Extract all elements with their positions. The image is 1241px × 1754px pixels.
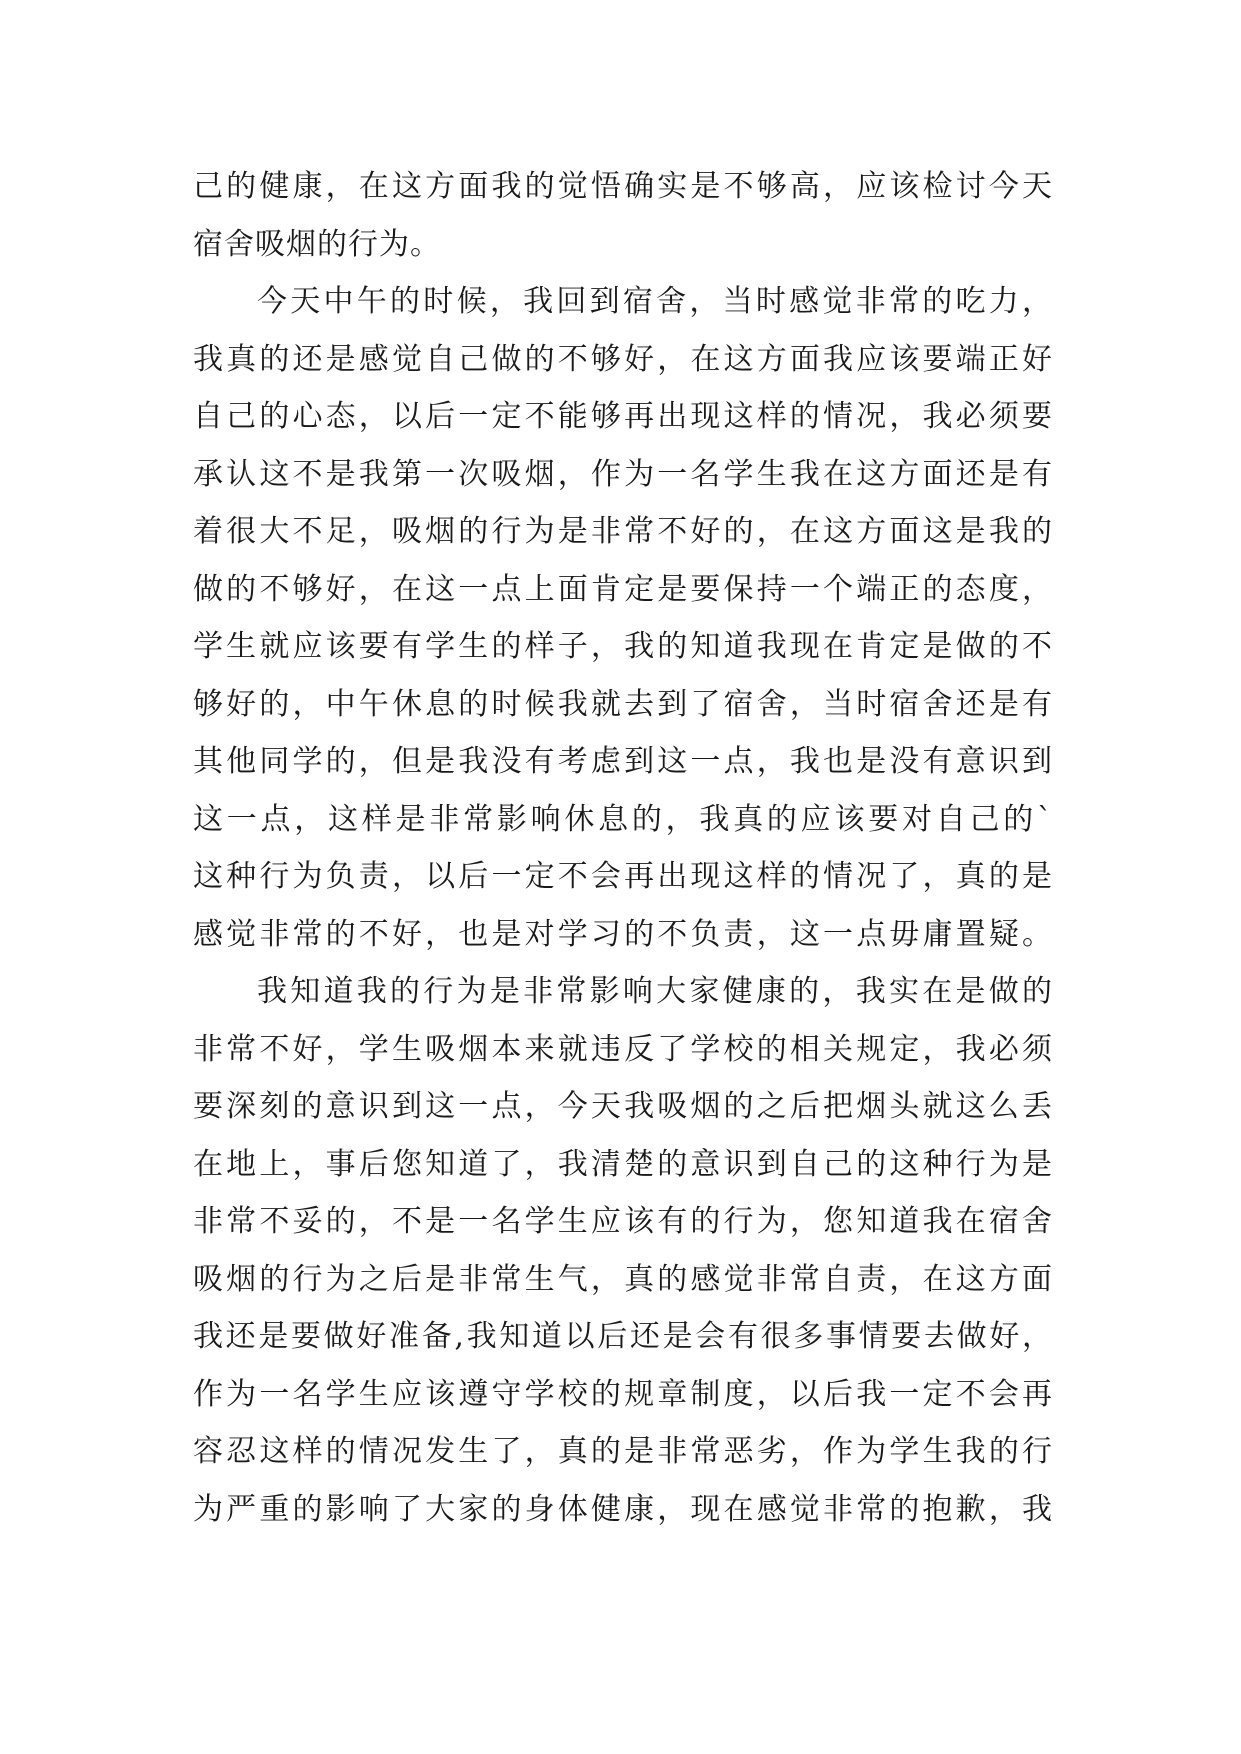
text-line: 这一点，这样是非常影响休息的，我真的应该要对自己的` xyxy=(193,801,1053,837)
text-line: 我真的还是感觉自己做的不够好，在这方面我应该要端正好 xyxy=(193,341,1053,377)
text-line: 其他同学的，但是我没有考虑到这一点，我也是没有意识到 xyxy=(193,744,1053,779)
text-line: 非常不好，学生吸烟本来就违反了学校的相关规定，我必须 xyxy=(193,1031,1053,1067)
text-line: 容忍这样的情况发生了，真的是非常恶劣，作为学生我的行 xyxy=(193,1434,1053,1469)
text-line: 我知道我的行为是非常影响大家健康的，我实在是做的 xyxy=(257,974,1053,1009)
text-line: 我还是要做好准备,我知道以后还是会有很多事情要去做好， xyxy=(193,1319,1053,1354)
body-text xyxy=(193,158,1053,1538)
text-line: 宿舍吸烟的行为。 xyxy=(193,226,441,262)
text-line: 着很大不足，吸烟的行为是非常不好的，在这方面这是我的 xyxy=(193,514,1053,549)
text-line: 感觉非常的不好，也是对学习的不负责，这一点毋庸置疑。 xyxy=(193,916,1053,952)
text-line: 做的不够好，在这一点上面肯定是要保持一个端正的态度， xyxy=(193,571,1053,607)
text-line: 吸烟的行为之后是非常生气，真的感觉非常自责，在这方面 xyxy=(193,1261,1053,1297)
text-line: 这种行为负责，以后一定不会再出现这样的情况了，真的是 xyxy=(193,859,1053,894)
text-line: 为严重的影响了大家的身体健康，现在感觉非常的抱歉，我 xyxy=(193,1491,1053,1527)
text-line: 自己的心态，以后一定不能够再出现这样的情况，我必须要 xyxy=(193,399,1053,434)
text-line: 今天中午的时候，我回到宿舍，当时感觉非常的吃力， xyxy=(257,284,1053,319)
text-line: 要深刻的意识到这一点，今天我吸烟的之后把烟头就这么丢 xyxy=(193,1089,1053,1124)
text-line: 己的健康，在这方面我的觉悟确实是不够高，应该检讨今天 xyxy=(193,169,1053,204)
text-line: 承认这不是我第一次吸烟，作为一名学生我在这方面还是有 xyxy=(193,456,1053,492)
text-line: 学生就应该要有学生的样子，我的知道我现在肯定是做的不 xyxy=(193,629,1053,664)
text-line: 作为一名学生应该遵守学校的规章制度，以后我一定不会再 xyxy=(193,1376,1053,1412)
text-line: 够好的，中午休息的时候我就去到了宿舍，当时宿舍还是有 xyxy=(193,686,1053,722)
text-line: 非常不妥的，不是一名学生应该有的行为，您知道我在宿舍 xyxy=(193,1204,1053,1239)
text-line: 在地上，事后您知道了，我清楚的意识到自己的这种行为是 xyxy=(193,1146,1053,1182)
